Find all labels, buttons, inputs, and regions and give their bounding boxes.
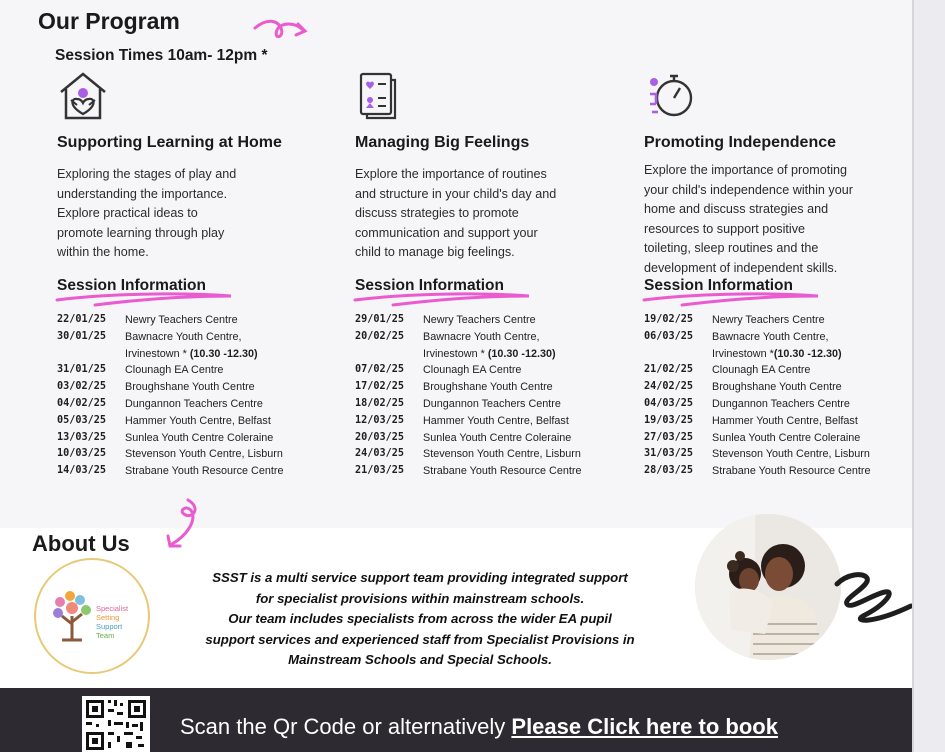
session-row: [57, 346, 283, 363]
session-date: 07/02/25: [355, 364, 405, 376]
session-venue: Clounagh EA Centre: [423, 364, 522, 377]
session-venue: Stevenson Youth Centre, Lisburn: [712, 448, 870, 461]
stopwatch-icon: [644, 70, 696, 122]
ssst-logo: [34, 558, 150, 674]
session-row: [644, 362, 870, 379]
session-row: [355, 396, 581, 413]
session-date: [57, 346, 125, 363]
session-row: [644, 329, 870, 346]
house-heart-icon: [57, 70, 109, 122]
session-row: [355, 362, 581, 379]
session-row: [57, 329, 283, 346]
session-row: [355, 430, 581, 447]
session-venue: Newry Teachers Centre: [712, 314, 825, 326]
qr-code[interactable]: [82, 696, 150, 752]
column-description: Exploring the stages of play and understanding the importance. Explore practical ideas to promote learning through play within the home.: [57, 167, 237, 259]
pink-underline-decoration: [642, 290, 822, 308]
session-time-note: (10.30 -12.30): [189, 347, 258, 360]
session-time-note: (10.30 -12.30): [773, 347, 842, 360]
session-row: [644, 312, 870, 329]
session-row: [355, 463, 581, 480]
session-venue: Sunlea Youth Centre Coleraine: [125, 431, 274, 444]
session-venue: Clounagh EA Centre: [712, 364, 811, 377]
session-date: 21/02/25: [644, 364, 694, 376]
clipboard-feelings-icon: [355, 70, 407, 122]
session-date: 19/02/25: [644, 314, 694, 325]
about-section: [0, 528, 912, 688]
session-date: [644, 346, 712, 363]
session-date: 22/01/25: [57, 314, 107, 325]
squiggle-arrow-decoration: [253, 16, 315, 46]
logo-text: Specialist Setting Support Team: [96, 604, 129, 640]
session-info-title: Session Information: [355, 277, 504, 294]
session-row: [355, 379, 581, 396]
session-venue: Dungannon Teachers Centre: [125, 397, 263, 410]
session-venue: Irvinestown * (10.30 -12.30): [125, 347, 258, 360]
footer-prompt: Scan the Qr Code or alternatively: [180, 714, 512, 739]
program-column-learning: [57, 70, 284, 478]
column-description: Explore the importance of promoting your child's independence within your home and discuss strategies and resources to support positive toileting, sleep routines and the development of independent skills.: [644, 163, 853, 275]
session-venue: Stevenson Youth Centre, Lisburn: [125, 448, 283, 461]
pink-underline-decoration: [353, 290, 533, 308]
session-date: 24/03/25: [355, 448, 405, 460]
program-title: Our Program: [38, 8, 180, 34]
session-date: 14/03/25: [57, 465, 107, 477]
viewer-gutter: [912, 0, 945, 752]
session-date: 29/01/25: [355, 314, 405, 325]
session-date: 24/02/25: [644, 381, 694, 393]
session-date: 06/03/25: [644, 330, 694, 342]
program-column-independence: [644, 70, 871, 478]
session-row: [57, 379, 283, 396]
session-date: 27/03/25: [644, 431, 694, 443]
session-venue: Broughshane Youth Centre: [712, 381, 842, 394]
footer-text: [180, 714, 778, 740]
session-date: 19/03/25: [644, 414, 694, 426]
session-venue: Dungannon Teachers Centre: [712, 397, 850, 410]
session-date: 12/03/25: [355, 414, 405, 426]
session-venue: Newry Teachers Centre: [423, 314, 536, 326]
session-row: [57, 430, 283, 447]
session-date: 17/02/25: [355, 381, 405, 393]
scribble-decoration: [833, 564, 912, 644]
column-heading: Supporting Learning at Home: [57, 134, 282, 151]
session-venue: Irvinestown * (10.30 -12.30): [423, 347, 556, 360]
session-row: [57, 312, 283, 329]
session-row: [644, 463, 870, 480]
session-date: 03/02/25: [57, 381, 107, 393]
session-venue: Hammer Youth Centre, Belfast: [423, 414, 569, 427]
session-row: [355, 446, 581, 463]
session-date: [355, 346, 423, 363]
session-date: 18/02/25: [355, 397, 405, 409]
parent-child-photo: [695, 514, 841, 660]
session-info-title: Session Information: [57, 277, 206, 294]
session-time-note: (10.30 -12.30): [487, 347, 556, 360]
session-row: [644, 379, 870, 396]
session-row: [57, 362, 283, 379]
session-venue: Bawnacre Youth Centre,: [423, 330, 540, 343]
session-venue: Newry Teachers Centre: [125, 314, 238, 326]
session-date: 13/03/25: [57, 431, 107, 443]
booking-footer: [0, 688, 912, 752]
pink-underline-decoration: [55, 290, 235, 308]
session-venue: Bawnacre Youth Centre,: [712, 330, 829, 343]
session-date: 21/03/25: [355, 465, 405, 477]
session-list: [644, 312, 870, 480]
session-row: [355, 346, 581, 363]
session-date: 10/03/25: [57, 448, 107, 460]
session-venue: Bawnacre Youth Centre,: [125, 330, 242, 343]
session-venue: Strabane Youth Resource Centre: [125, 465, 284, 478]
session-date: 04/02/25: [57, 397, 107, 409]
session-venue: Strabane Youth Resource Centre: [712, 465, 871, 478]
session-row: [57, 413, 283, 430]
session-date: 05/03/25: [57, 414, 107, 426]
column-heading: Promoting Independence: [644, 134, 837, 151]
session-times: Session Times 10am- 12pm *: [55, 47, 268, 64]
session-row: [644, 346, 870, 363]
session-venue: Clounagh EA Centre: [125, 364, 224, 377]
session-venue: Broughshane Youth Centre: [125, 381, 255, 394]
session-date: 20/03/25: [355, 431, 405, 443]
session-row: [57, 396, 283, 413]
session-date: 04/03/25: [644, 397, 694, 409]
session-date: 31/03/25: [644, 448, 694, 460]
session-row: [57, 463, 283, 480]
session-row: [57, 446, 283, 463]
column-heading: Managing Big Feelings: [355, 134, 530, 151]
session-row: [355, 329, 581, 346]
session-row: [644, 413, 870, 430]
program-column-feelings: [355, 70, 582, 478]
session-venue: Irvinestown *(10.30 -12.30): [712, 347, 842, 360]
session-venue: Dungannon Teachers Centre: [423, 397, 561, 410]
session-row: [355, 312, 581, 329]
session-row: [355, 413, 581, 430]
session-date: 30/01/25: [57, 330, 107, 342]
session-venue: Strabane Youth Resource Centre: [423, 465, 582, 478]
session-list: [57, 312, 283, 480]
session-venue: Broughshane Youth Centre: [423, 381, 553, 394]
session-date: 28/03/25: [644, 465, 694, 477]
session-row: [644, 446, 870, 463]
book-link[interactable]: Please Click here to book: [511, 714, 778, 739]
session-venue: Sunlea Youth Centre Coleraine: [423, 431, 572, 444]
session-date: 20/02/25: [355, 330, 405, 342]
session-row: [644, 396, 870, 413]
session-venue: Stevenson Youth Centre, Lisburn: [423, 448, 581, 461]
session-venue: Sunlea Youth Centre Coleraine: [712, 431, 861, 444]
session-venue: Hammer Youth Centre, Belfast: [712, 414, 858, 427]
session-row: [644, 430, 870, 447]
squiggle-arrow-decoration: [158, 498, 206, 554]
column-description: Explore the importance of routines and structure in your child's day and discuss strategies to promote communication and support your child to manage big feelings.: [355, 167, 557, 259]
session-venue: Hammer Youth Centre, Belfast: [125, 414, 271, 427]
session-date: 31/01/25: [57, 364, 107, 376]
session-info-title: Session Information: [644, 277, 793, 294]
about-title: About Us: [32, 531, 130, 556]
session-list: [355, 312, 581, 480]
tree-logo-icon: [50, 588, 96, 644]
about-description: SSST is a multi service support team providing integrated support for specialist provisions within mainstream schools. Our team includes specialists from across the wider EA pupil support services and experienced staff from Specialist Provisions in Mainstream Schools and Special Schools.: [205, 570, 635, 667]
